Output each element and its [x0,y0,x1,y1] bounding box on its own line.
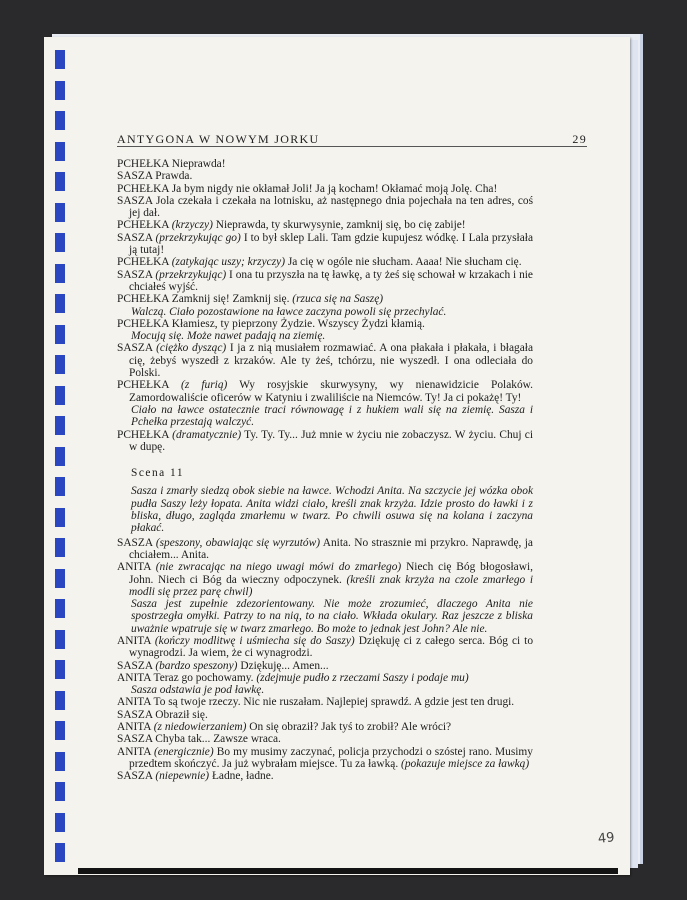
stage-direction-inline: (dramatycznie) [172,428,242,441]
stage-direction: Ciało na ławce ostatecznie traci równowagę i z hukiem wali się na ziemię. Sasza i Pchełka przestają walczyć. [131,403,533,429]
stage-direction: Mocują się. Może nawet padają na ziemię. [131,330,326,343]
dialogue-block-1 [117,158,533,453]
speaker-name: SASZA [117,659,153,672]
binding-hole [55,599,65,618]
dialogue-text: Teraz go pochowamy. [150,671,257,684]
binding-hole [55,203,65,222]
dialogue-text: Zamknij się! Zamknij się. [168,293,293,306]
dialogue-text: Kłamiesz, ty pieprzony Żydzie. Wszyscy Żydzi kłamią. [168,317,425,330]
spiral-binding [44,37,74,875]
dialogue-text: Prawda. [152,170,193,183]
binding-hole [55,233,65,252]
dialogue-line [117,318,533,330]
dialogue-line [117,195,533,220]
stage-direction-inline: (nie zwracając na niego uwagi mówi do zmarłego) [155,561,402,574]
speaker-name: PCHEŁKA [117,256,169,269]
dialogue-line [117,158,533,170]
dialogue-line [117,561,533,598]
dialogue-text: Niech cię Bóg błogosławi, John. Niech ci Bóg da wieczny odpoczynek. [129,561,533,586]
handwritten-page-note: 49 [597,830,616,847]
dialogue-line [117,293,533,305]
dialogue-line [117,219,533,231]
dialogue-line [117,696,533,708]
dialogue-line [117,770,533,782]
dialogue-line [117,256,533,268]
dialogue-text: Nieprawda, ty skurwysynie, zamknij się, bo cię zabije! [212,219,466,232]
dialogue-text: Ty. Ty. Ty... Już mnie w życiu nie zobaczysz. W życiu. Chuj ci w dupę. [129,428,533,453]
speaker-name: PCHEŁKA [117,293,169,306]
speaker-name: PCHEŁKA [117,182,169,195]
dialogue-line [117,635,533,660]
dialogue-line [117,537,533,562]
stage-direction-inline: (bardzo speszony) [155,659,238,672]
dialogue-line [117,342,533,379]
stage-direction-inline: (kończy modlitwę i uśmiecha się do Saszy) [154,634,355,647]
dialogue-text: Obraził się. [152,708,208,721]
stage-direction: Sasza jest zupełnie zdezorientowany. Nie może zrozumieć, dlaczego Anita nie spostrzegła omyłki. Patrzy to na nią, to na ciało. Wkłada okulary. Raz jeszcze z bliska uważnie wpatruje się w twarz zmarłego. Bo może to jednak jest John? Ale nie. [131,598,533,635]
dialogue-line [117,232,533,257]
binding-hole [55,813,65,832]
dialogue-text: Bo my musimy zaczynać, policja przychodzi o szóstej rano. Musimy przedtem skończyć. Ja już wybrałam miejsce. Tu za ławką. [129,745,533,770]
stage-direction: Walczą. Ciało pozostawione na ławce zaczyna powoli się przechylać. [131,305,447,318]
dialogue-line [117,170,533,182]
binding-hole [55,386,65,405]
stage-direction-inline: (rzuca się na Saszę) [292,293,384,306]
binding-hole [55,172,65,191]
speaker-name: PCHEŁKA [117,219,169,232]
binding-hole [55,325,65,344]
speaker-name: PCHEŁKA [117,317,169,330]
binding-hole [55,355,65,374]
stage-direction-inline: (przekrzykując go) [155,231,241,244]
page-number: 29 [572,132,587,146]
binding-hole [55,691,65,710]
speaker-name: ANITA [117,696,151,709]
speaker-name: SASZA [117,536,153,549]
dialogue-text: Dziękuję ci z całego serca. Bóg ci to wynagrodzi. Ja wiem, że ci wynagrodzi. [129,634,534,660]
speaker-name: SASZA [117,268,153,281]
dialogue-line [117,379,533,404]
stage-direction-inline: (przekrzykując) [155,268,227,281]
dialogue-text: Ja bym nigdy nie okłamał Joli! Ja ją kocham! Okłamać moją Jolę. Cha! [168,182,498,195]
binding-hole [55,447,65,466]
speaker-name: ANITA [117,721,151,734]
dialogue-text: Ładne, ładne. [209,770,274,783]
dialogue-text: To są twoje rzeczy. Nic nie ruszałam. Najlepiej sprawdź. A gdzie jest ten drugi. [150,696,515,709]
binding-hole [55,508,65,527]
running-header [117,127,587,147]
speaker-name: PCHEŁKA [117,379,169,392]
stage-direction-inline: (energicznie) [153,745,214,758]
speaker-name: SASZA [117,170,153,183]
header-title: ANTYGONA W NOWYM JORKU [117,132,320,146]
stage-direction-inline: (ciężko dysząc) [156,342,227,355]
speaker-name: SASZA [117,342,153,355]
stage-direction-inline: (niepewnie) [155,770,210,783]
binding-hole [55,477,65,496]
binding-hole [55,50,65,69]
dialogue-text: Chyba tak... Zawsze wraca. [152,733,281,746]
dialogue-line [117,429,533,454]
dialogue-text: On się obraził? Jak tyś to zrobił? Ale wróci? [246,721,452,734]
binding-hole [55,843,65,862]
stage-direction-inline: (z niedowierzaniem) [153,721,247,734]
stage-direction-inline: (krzyczy) [171,219,213,232]
dialogue-block-2 [117,537,533,783]
speaker-name: ANITA [117,745,151,758]
stage-direction: Sasza odstawia je pod ławkę. [131,684,265,697]
dialogue-line [117,672,533,684]
dialogue-line [117,269,533,294]
binding-hole [55,294,65,313]
binding-hole [55,630,65,649]
stage-direction-inline: (kreśli znak krzyża na czole zmarłego i modli się przez parę chwil) [129,573,533,598]
binding-hole [55,142,65,161]
binding-hole [55,721,65,740]
speaker-name: ANITA [117,671,151,684]
dialogue-text: Nieprawda! [168,158,226,170]
scene-direction: Sasza i zmarły siedzą obok siebie na ławce. Wchodzi Anita. Na szczycie jej wózka obok pudła Saszy leży łopata. Anita widzi ciało, kreśli znak krzyża. Idzie prosto do ławki i z bliska, długo, zagląda zmarłemu w twarz. Po chwili osuwa się na kolana i zaczyna płakać. [131,485,533,535]
stage-direction-inline: (z furią) [181,379,228,392]
binding-hole [55,416,65,435]
dialogue-text: Anita. No strasznie mi przykro. Naprawdę, ja chciałem... Anita. [129,536,533,561]
speaker-name: PCHEŁKA [117,428,169,441]
stage-direction-inline: (zdejmuje pudło z rzeczami Saszy i podaje mu) [256,671,469,684]
scene-heading: Scena 11 [131,467,185,480]
speaker-name: PCHEŁKA [117,158,169,170]
speaker-name: SASZA [117,770,153,783]
speaker-name: SASZA [117,231,153,244]
speaker-name: SASZA [117,733,153,746]
dialogue-text: I to był sklep Lali. Tam gdzie kupujesz wódkę. I Lala przysłała ją tutaj! [129,231,534,257]
stage-direction-inline: (pokazuje miejsce za ławką) [401,757,530,770]
binding-hole [55,660,65,679]
dialogue-text: I ona tu przyszła na tę ławkę, a ty żeś się schował w krzakach i nie chciałeś wyjść. [129,268,533,293]
bottom-edge [78,868,618,874]
dialogue-line [117,733,533,745]
dialogue-text: Wy rosyjskie skurwysyny, wy nienawidzicie Polaków. Zamordowaliście oficerów w Katyniu i zwaliliście na Niemców. Ty! Ja ci pokażę! Ty! [129,379,533,404]
dialogue-line [117,183,533,195]
speaker-name: ANITA [117,634,151,647]
book-page [44,37,630,875]
stage-direction-inline: (zatykając uszy; krzyczy) [171,256,285,269]
binding-hole [55,264,65,283]
binding-hole [55,81,65,100]
dialogue-text: I ja z nią musiałem rozmawiać. A ona płakała i płakała, i błagała cię, żebyś wyszedł z krzaków. Ale ty żeś, tchórzu, nie wyszedł. I ona odleciała do Polski. [129,342,533,380]
dialogue-line [117,660,533,672]
binding-hole [55,752,65,771]
dialogue-line [117,746,533,771]
speaker-name: SASZA [117,708,153,721]
binding-hole [55,111,65,130]
dialogue-line [117,721,533,733]
binding-hole [55,538,65,557]
stage-direction-inline: (speszony, obawiając się wyrzutów) [155,536,320,549]
binding-hole [55,782,65,801]
dialogue-text: Ja cię w ogóle nie słucham. Aaaa! Nie słucham cię. [285,256,522,269]
play-text [117,158,533,783]
binding-hole [55,569,65,588]
dialogue-text: Dziękuję... Amen... [237,659,329,672]
dialogue-text: Jola czekała i czekała na lotnisku, aż następnego dnia pojechała na ten adres, coś jej dał. [129,194,533,220]
header-rule [117,146,587,147]
speaker-name: ANITA [117,561,151,574]
dialogue-line [117,709,533,721]
speaker-name: SASZA [117,194,153,207]
